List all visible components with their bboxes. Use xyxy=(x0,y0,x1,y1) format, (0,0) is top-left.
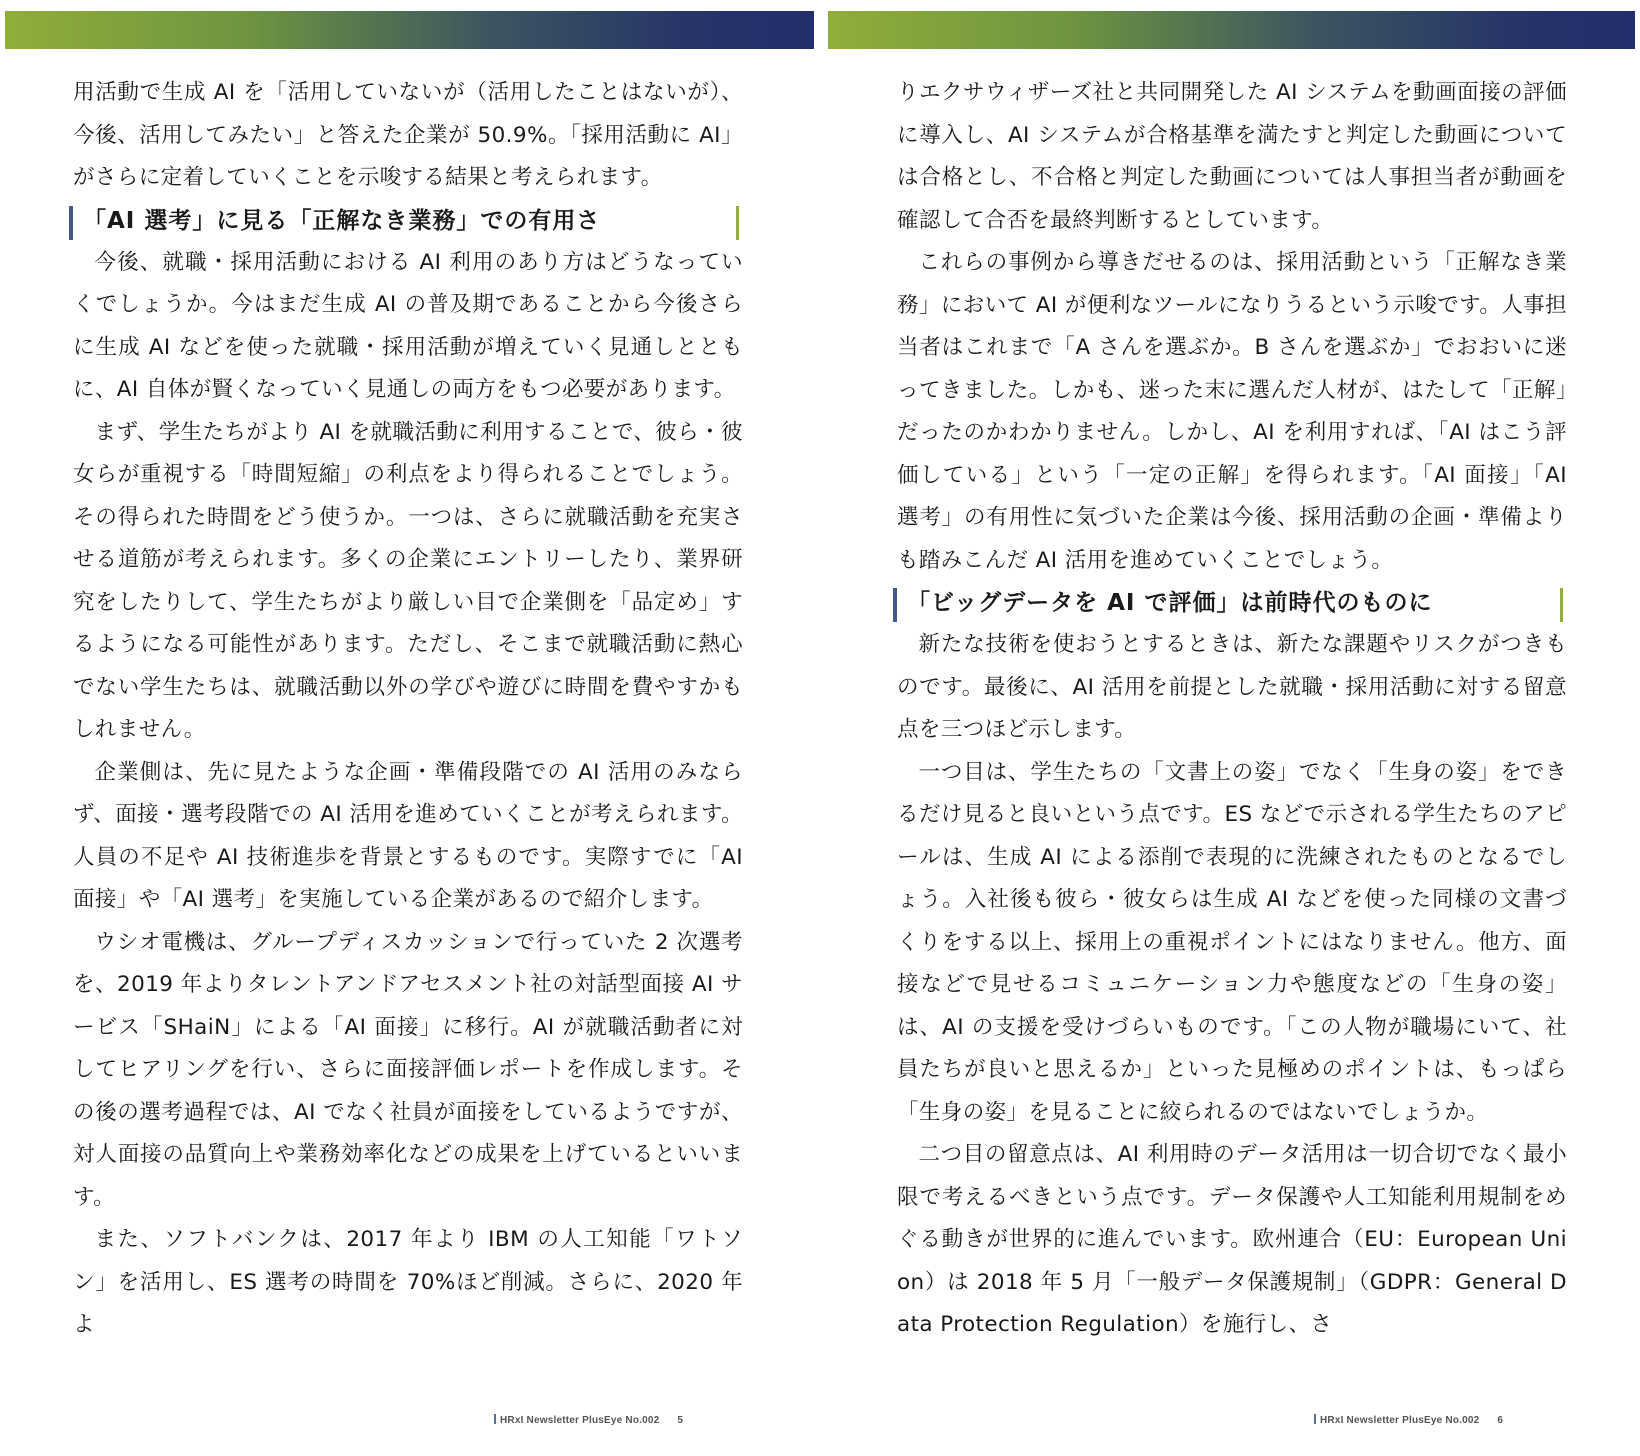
paragraph: 企業側は、先に見たような企画・準備段階での AI 活用のみならず、面接・選考段階での AI 活用を進めていくことが考えられます。人員の不足や AI 技術進歩を背景とするものです。実際すでに「AI 面接」や「AI 選考」を実施している企業があるので紹介します。 xyxy=(73,759,743,912)
section-heading: 「AI 選考」に見る「正解なき業務」での有用さ xyxy=(69,206,739,240)
paragraph: これらの事例から導きだせるのは、採用活動という「正解なき業務」において AI が便利なツールになりうるという示唆です。人事担当者はこれまで「A さんを選ぶか。B さんを選ぶか」でおおいに迷ってきました。しかも、迷った末に選んだ人材が、はたして「正解」だったのかわかりません。しかし、AI を利用すれば、「AI はこう評価している」という「一定の正解」を得られます。「AI 面接」「AI 選考」の有用性に気づいた企業は今後、採用活動の企画・準備よりも踏みこんだ AI 活用を進めていくことでしょう。 xyxy=(897,250,1567,573)
header-gradient-bar xyxy=(828,11,1635,49)
right-text-column xyxy=(897,72,1567,1347)
paragraph: また、ソフトバンクは、2017 年より IBM の人工知能「ワトソン」を活用し、ES 選考の時間を 70%ほど削減。さらに、2020 年よ xyxy=(73,1227,743,1337)
page-footer xyxy=(494,1414,683,1426)
paragraph: 一つ目は、学生たちの「文書上の姿」でなく「生身の姿」をできるだけ見ると良いという点です。ES などで示される学生たちのアピールは、生成 AI による添削で表現的に洗練されたものとなるでしょう。入社後も彼ら・彼女らは生成 AI などを使った同様の文書づくりをする以上、採用上の重視ポイントにはなりません。他方、面接などで見せるコミュニケーション力や態度などの「生身の姿」は、AI の支援を受けづらいものです。「この人物が職場にいて、社員たちが良いと思えるか」といった見極めのポイントは、もっぱら「生身の姿」を見ることに絞られるのではないでしょうか。 xyxy=(897,759,1567,1125)
paragraph: 二つ目の留意点は、AI 利用時のデータ活用は一切合切でなく最小限で考えるべきという点です。データ保護や人工知能利用規制をめぐる動きが世界的に進んでいます。欧州連合（EU：European Union）は 2018 年 5 月「一般データ保護規制」（GDPR：General Data Protection Regulation）を施行し、さ xyxy=(897,1142,1567,1337)
section-heading: 「ビッグデータを AI で評価」は前時代のものに xyxy=(893,588,1563,622)
footer-label: HRxI Newsletter PlusEye No.002 xyxy=(500,1415,660,1426)
paragraph: まず、学生たちがより AI を就職活動に利用することで、彼ら・彼女らが重視する「時間短縮」の利点をより得られることでしょう。その得られた時間をどう使うか。一つは、さらに就職活動を充実させる道筋が考えられます。多くの企業にエントリーしたり、業界研究をしたりして、学生たちがより厳しい目で企業側を「品定め」するようになる可能性があります。ただし、そこまで就職活動に熱心でない学生たちは、就職活動以外の学びや遊びに時間を費やすかもしれません。 xyxy=(73,419,743,742)
footer-mark-icon xyxy=(1314,1414,1316,1424)
footer-mark-icon xyxy=(494,1414,496,1424)
page-footer xyxy=(1314,1414,1503,1426)
page-number: 5 xyxy=(677,1415,684,1426)
page-number: 6 xyxy=(1497,1415,1504,1426)
header-gradient-bar xyxy=(5,11,814,49)
left-text-column xyxy=(73,72,743,1347)
paragraph: 新たな技術を使おうとするときは、新たな課題やリスクがつきものです。最後に、AI 活用を前提とした就職・採用活動に対する留意点を三つほど示します。 xyxy=(897,632,1567,742)
paragraph: 今後、就職・採用活動における AI 利用のあり方はどうなっていくでしょうか。今はまだ生成 AI の普及期であることから今後さらに生成 AI などを使った就職・採用活動が増えていく見通しとともに、AI 自体が賢くなっていく見通しの両方をもつ必要があります。 xyxy=(73,249,743,402)
paragraph: りエクサウィザーズ社と共同開発した AI システムを動画面接の評価に導入し、AI システムが合格基準を満たすと判定した動画については合格とし、不合格と判定した動画については人事担当者が動画を確認して合否を最終判断するとしています。 xyxy=(897,80,1567,233)
footer-label: HRxI Newsletter PlusEye No.002 xyxy=(1320,1415,1480,1426)
paragraph: ウシオ電機は、グループディスカッションで行っていた 2 次選考を、2019 年よりタレントアンドアセスメント社の対話型面接 AI サービス「SHaiN」による「AI 面接」に移行。AI が就職活動者に対してヒアリングを行い、さらに面接評価レポートを作成します。その後の選考過程では、AI でなく社員が面接をしているようですが、対人面接の品質向上や業務効率化などの成果を上げているといいます。 xyxy=(73,929,743,1210)
paragraph: 用活動で生成 AI を「活用していないが（活用したことはないが）、今後、活用してみたい」と答えた企業が 50.9%。「採用活動に AI」がさらに定着していくことを示唆する結果と考えられます。 xyxy=(73,80,743,190)
page-6 xyxy=(820,0,1640,1456)
